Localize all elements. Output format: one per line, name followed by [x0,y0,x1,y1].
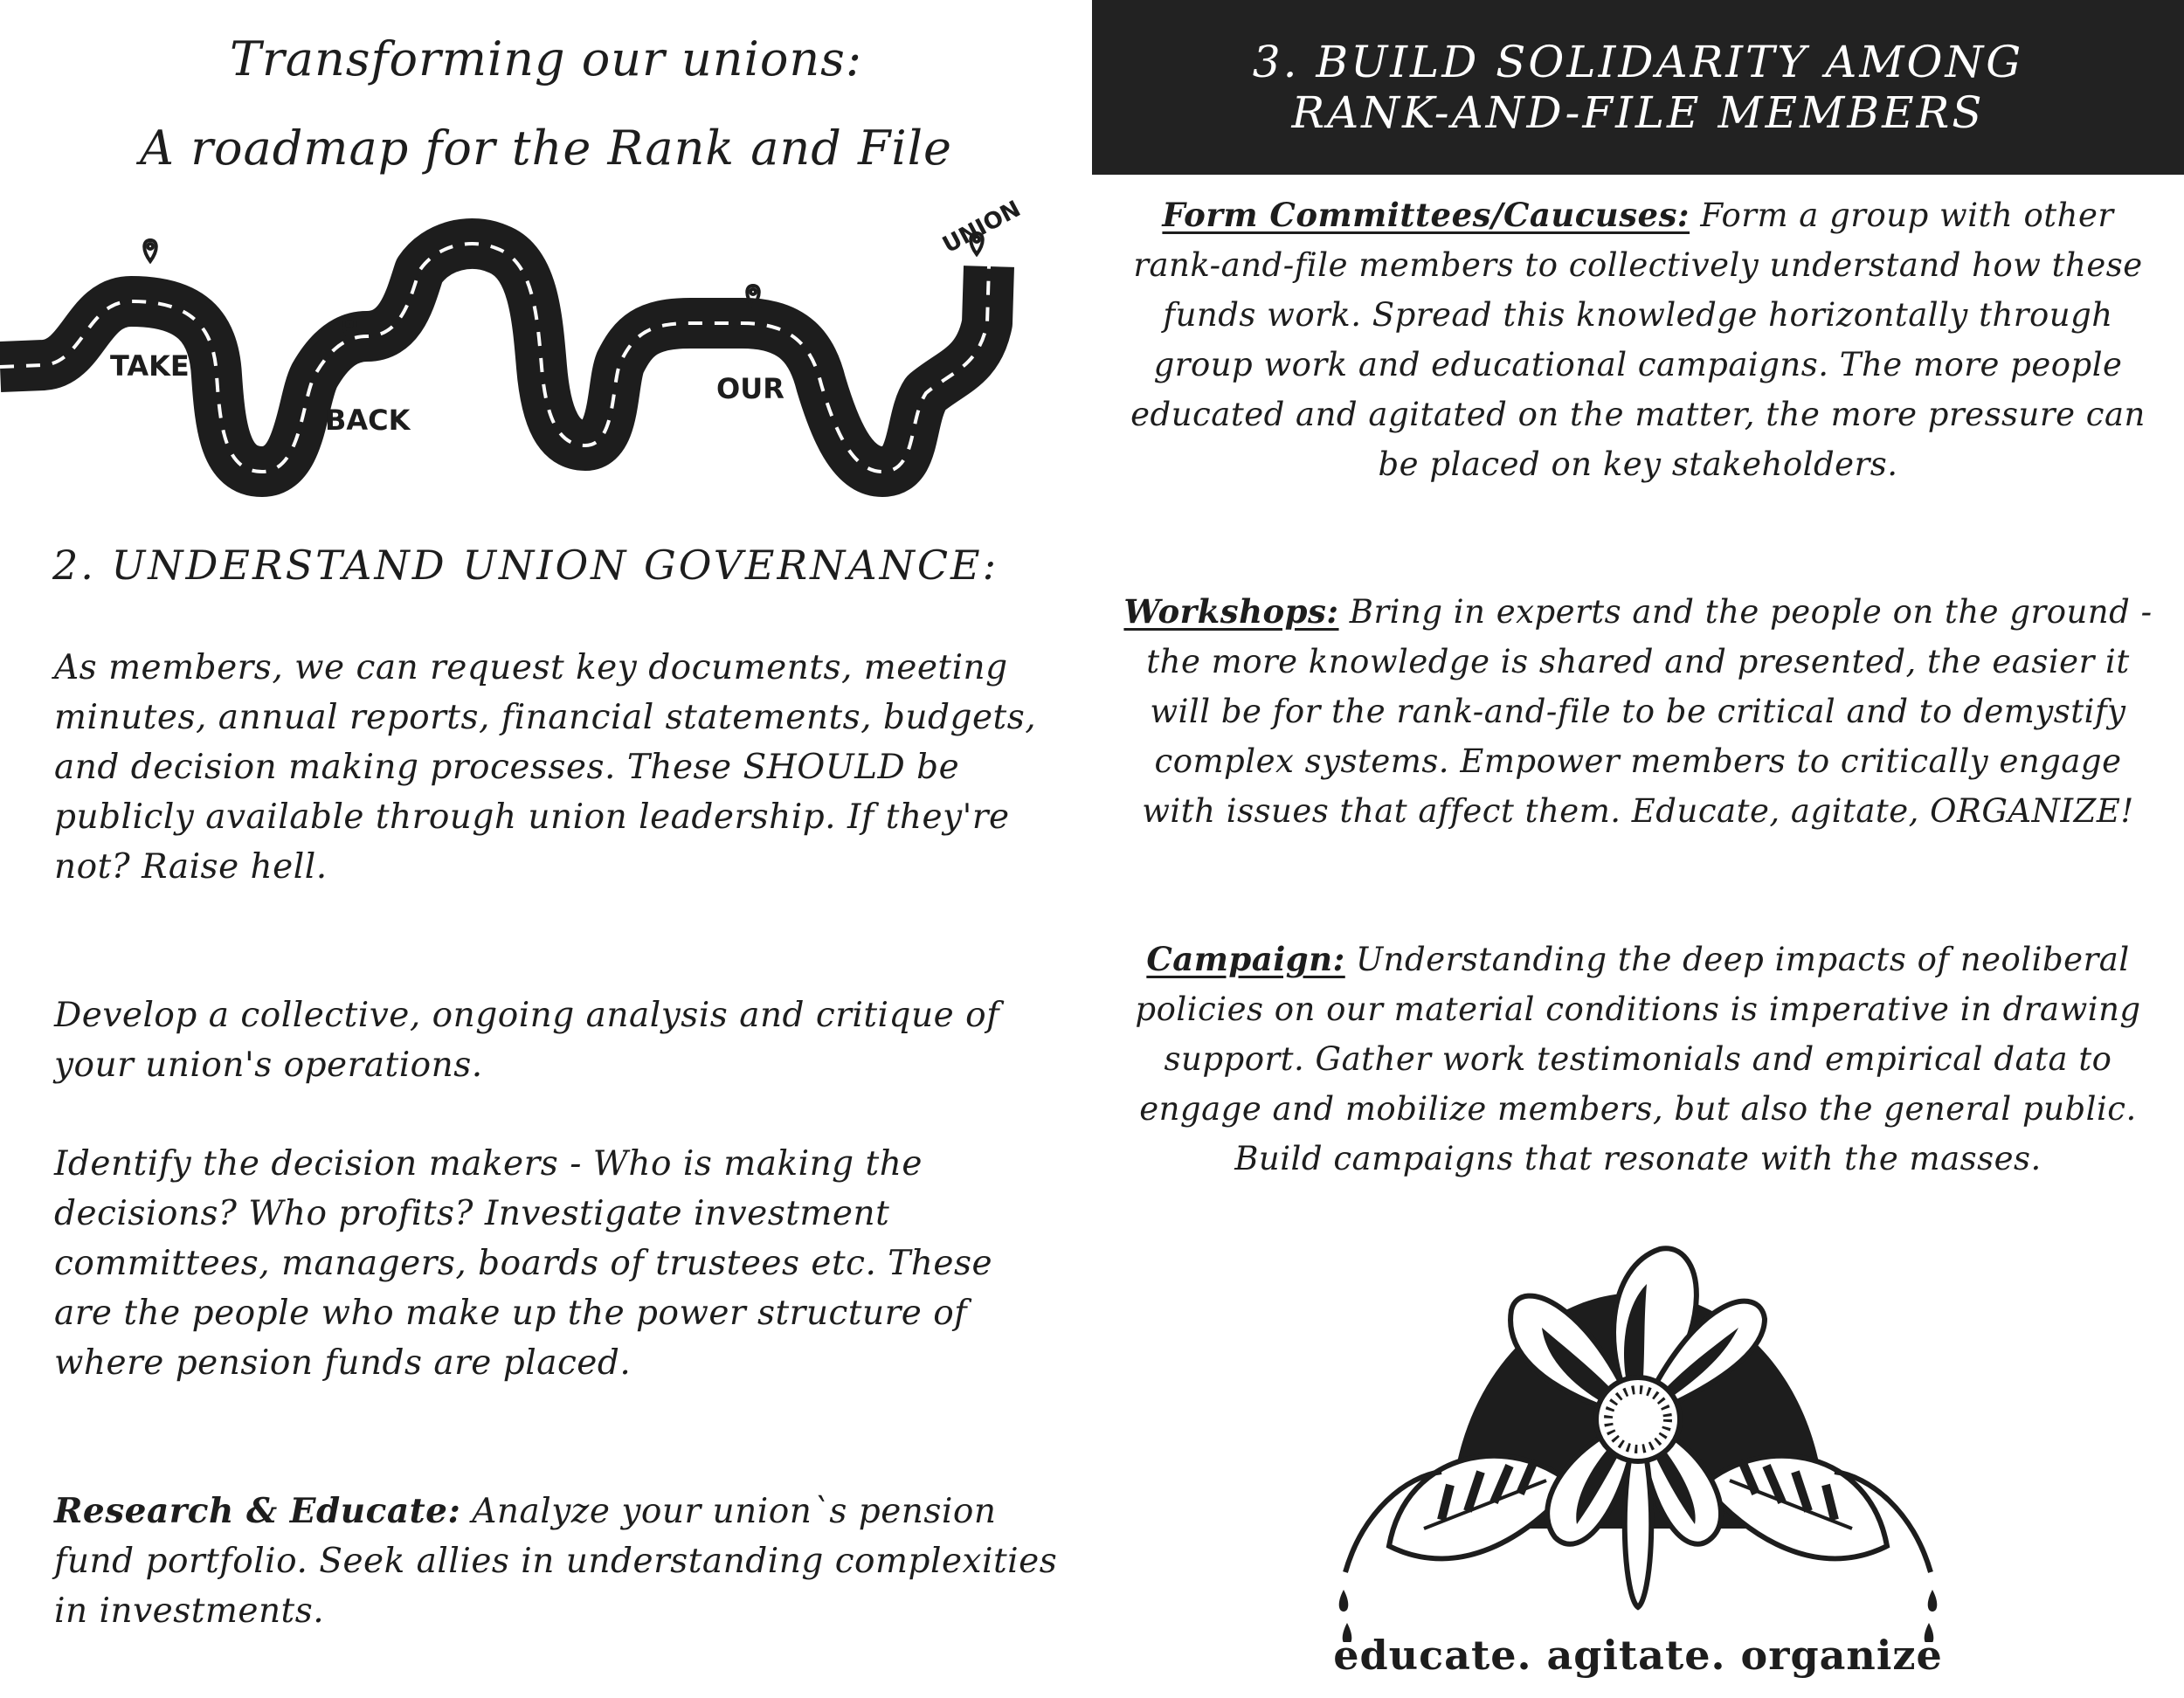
page-title-line2: A roadmap for the Rank and File [140,121,952,176]
page-title-line1: Transforming our unions: [229,31,863,86]
paragraph-request-documents: As members, we can request key documents, meeting minutes, annual reports, financial statements, budgets, and decision making processes. These SHOULD be publicly available through union leadership. If they're not? Raise hell. [54,648,1037,887]
workshops-text: Bring in experts and the people on the ground - the more knowledge is shared and presented, the easier it will be for the rank-and-file to be critical and to demystify complex systems. Empower members to critically engage with issues that affect them. Educate, agitate, ORGANIZE! [1142,593,2153,830]
paragraph-collective-analysis: Develop a collective, ongoing analysis and critique of your union's operations. [54,996,999,1085]
committees-lead: Form Committees/Caucuses: [1162,196,1690,234]
road-label-union: UNION [938,196,1026,259]
committees-text: Form a group with other rank-and-file members to collectively understand how these funds work. Spread this knowledge horizontally through group work and educational campaigns. The more people educated and agitated on the matter, the more pressure can be placed on key stakeholders. [1130,197,2146,483]
section-heading-governance: 2. UNDERSTAND UNION GOVERNANCE: [52,542,999,589]
paragraph-decision-makers: Identify the decision makers - Who is making the decisions? Who profits? Investigate investment committees, managers, boards of trustees etc. These are the people who make up the power structure of where pension funds are placed. [54,1144,993,1383]
campaign-lead: Campaign: [1146,940,1345,978]
road-label-take: TAKE [110,349,190,383]
section-campaign [1092,935,2184,1184]
workshops-lead: Workshops: [1123,592,1339,631]
leaf-right [1704,1456,1931,1572]
flower-illustration [1310,1232,1966,1642]
road-label-back: BACK [325,404,411,437]
research-text: Analyze your union`s pension fund portfolio. Seek allies in understanding complexities in investments. [54,1492,1058,1631]
research-lead: Research & Educate: [54,1491,461,1531]
banner-line1: 3. BUILD SOLIDARITY AMONG [1252,37,2024,87]
paragraph-research-educate [54,1487,1059,1636]
section-committees [1092,190,2184,489]
section-banner [1092,0,2184,175]
roadmap-illustration [0,192,1092,542]
road-label-our: OUR [716,372,784,405]
leaf-left [1345,1456,1572,1572]
banner-line2: RANK-AND-FILE MEMBERS [1291,87,1985,138]
campaign-text: Understanding the deep impacts of neoliberal policies on our material conditions is imperative in drawing support. Gather work testimonials and empirical data to engage and mobilize members, but also the general public. Build campaigns that resonate with the masses. [1135,941,2141,1177]
right-page [1092,0,2184,1698]
section-workshops [1092,587,2184,836]
location-pin-icons [144,233,983,339]
footer-slogan: educate. agitate. organize [1333,1632,1943,1679]
